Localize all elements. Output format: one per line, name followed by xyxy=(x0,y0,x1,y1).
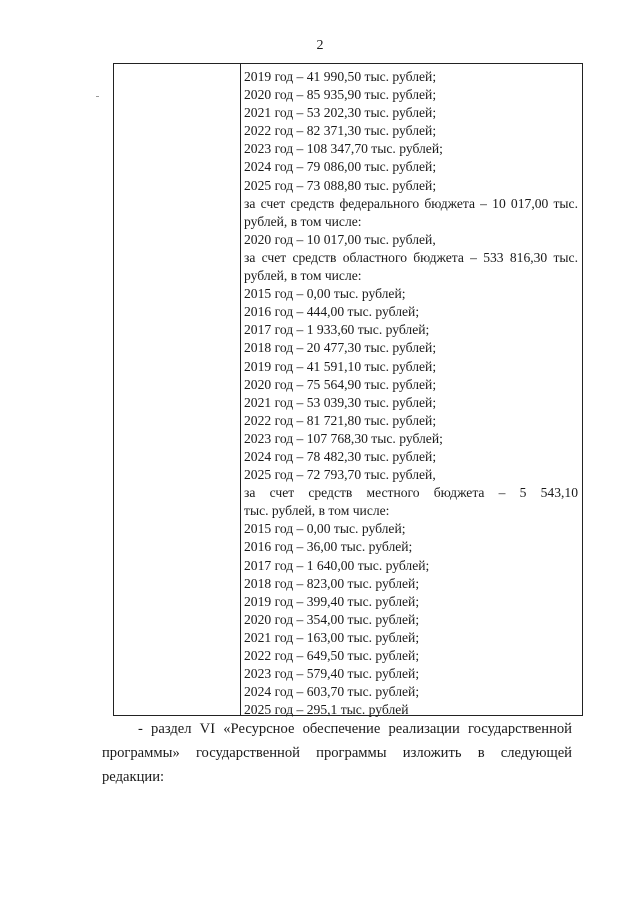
funding-line: 2020 год – 354,00 тыс. рублей; xyxy=(244,611,420,627)
funding-line: 2023 год – 579,40 тыс. рублей; xyxy=(244,666,420,682)
funding-line: 2019 год – 399,40 тыс. рублей; xyxy=(244,593,420,609)
paragraph-line: программы» государственной программы изложить в следующей xyxy=(102,745,572,761)
amendment-paragraph xyxy=(102,717,572,789)
funding-line: 2015 год – 0,00 тыс. рублей; xyxy=(244,286,406,302)
funding-line: 2021 год – 163,00 тыс. рублей; xyxy=(244,629,420,645)
funding-line: тыс. рублей, в том числе: xyxy=(244,503,390,519)
funding-line: рублей, в том числе: xyxy=(244,268,362,284)
funding-line: 2017 год – 1 933,60 тыс. рублей; xyxy=(244,322,430,338)
funding-line: 2025 год – 73 088,80 тыс. рублей; xyxy=(244,177,437,193)
page-number: 2 xyxy=(316,38,324,53)
paragraph-line: редакции: xyxy=(102,769,165,785)
funding-line: 2025 год – 72 793,70 тыс. рублей, xyxy=(244,467,436,483)
funding-line: 2015 год – 0,00 тыс. рублей; xyxy=(244,521,406,537)
funding-line: 2016 год – 36,00 тыс. рублей; xyxy=(244,539,413,555)
funding-line: рублей, в том числе: xyxy=(244,213,362,229)
funding-line: 2021 год – 53 202,30 тыс. рублей; xyxy=(244,105,437,121)
funding-line: 2019 год – 41 591,10 тыс. рублей; xyxy=(244,358,437,374)
funding-line: 2022 год – 82 371,30 тыс. рублей; xyxy=(244,123,437,139)
funding-line: 2024 год – 79 086,00 тыс. рублей; xyxy=(244,159,437,175)
funding-line: 2023 год – 108 347,70 тыс. рублей; xyxy=(244,141,443,157)
funding-line: 2016 год – 444,00 тыс. рублей; xyxy=(244,304,420,320)
funding-line: 2019 год – 41 990,50 тыс. рублей; xyxy=(244,69,437,84)
funding-line: за счет средств местного бюджета – 5 543,10 xyxy=(244,485,578,501)
funding-line: 2018 год – 20 477,30 тыс. рублей; xyxy=(244,340,437,356)
funding-line: 2020 год – 75 564,90 тыс. рублей; xyxy=(244,376,437,392)
funding-table xyxy=(113,63,583,716)
funding-line: 2022 год – 81 721,80 тыс. рублей; xyxy=(244,412,437,428)
funding-line: 2025 год – 295,1 тыс. рублей xyxy=(244,702,409,718)
margin-mark xyxy=(96,96,99,97)
funding-line: 2022 год – 649,50 тыс. рублей; xyxy=(244,648,420,663)
funding-line: 2024 год – 78 482,30 тыс. рублей; xyxy=(244,448,437,464)
funding-line: 2024 год – 603,70 тыс. рублей; xyxy=(244,684,420,700)
funding-line: 2020 год – 10 017,00 тыс. рублей, xyxy=(244,231,436,247)
funding-table-cell xyxy=(244,68,578,719)
funding-line: 2023 год – 107 768,30 тыс. рублей; xyxy=(244,430,443,446)
funding-line: за счет средств областного бюджета – 533 816,30 тыс. xyxy=(244,249,578,265)
paragraph-line: - раздел VI «Ресурсное обеспечение реализации государственной xyxy=(138,721,572,737)
funding-line: 2018 год – 823,00 тыс. рублей; xyxy=(244,575,420,591)
funding-line: 2021 год – 53 039,30 тыс. рублей; xyxy=(244,394,437,410)
funding-line: за счет средств федерального бюджета – 10 017,00 тыс. xyxy=(244,195,578,211)
funding-line: 2017 год – 1 640,00 тыс. рублей; xyxy=(244,557,430,573)
funding-line: 2020 год – 85 935,90 тыс. рублей; xyxy=(244,87,437,103)
table-column-divider xyxy=(240,64,241,715)
